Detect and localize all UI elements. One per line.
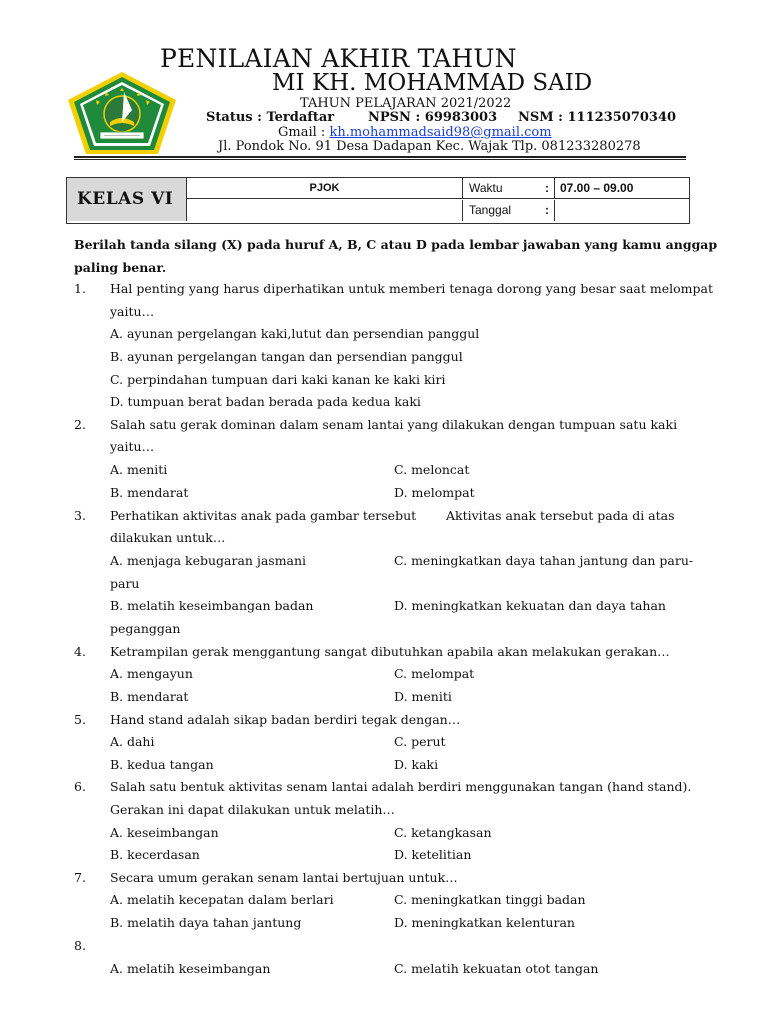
answer-option: C. melompat	[394, 666, 475, 681]
answer-option: A. melatih keseimbangan	[110, 961, 271, 976]
school-email-line	[278, 125, 552, 140]
question-number: 3.	[74, 508, 86, 523]
answer-option: D. meningkatkan kelenturan	[394, 915, 575, 930]
question-number: 2.	[74, 417, 86, 432]
question-text: Salah satu gerak dominan dalam senam lantai yang dilakukan dengan tumpuan satu kaki	[110, 417, 678, 432]
answer-option: C. perut	[394, 734, 446, 749]
answer-option: A. mengayun	[110, 666, 193, 681]
time-label: Waktu	[469, 181, 503, 195]
question-text: Gerakan ini dapat dilakukan untuk melatih…	[110, 802, 395, 817]
answer-option: B. kecerdasan	[110, 847, 200, 862]
answer-option: B. ayunan pergelangan tangan dan persendian panggul	[110, 349, 463, 364]
question-text: Secara umum gerakan senam lantai bertujuan untuk…	[110, 870, 458, 885]
class-cell	[67, 178, 187, 221]
answer-option: D. melompat	[394, 485, 475, 500]
instruction-line-1: Berilah tanda silang (X) pada huruf A, B, C atau D pada lembar jawaban yang kamu anggap	[74, 237, 718, 252]
school-nsm: NSM : 111235070340	[518, 110, 677, 125]
email-link[interactable]: kh.mohammadsaid98@gmail.com	[329, 125, 552, 140]
question-text: Hand stand adalah sikap badan berdiri tegak dengan…	[110, 712, 461, 727]
class-label: KELAS VI	[77, 189, 174, 209]
answer-option: A. ayunan pergelangan kaki,lutut dan persendian panggul	[110, 326, 480, 341]
school-logo	[66, 70, 178, 156]
question-number: 1.	[74, 281, 86, 296]
answer-option: B. mendarat	[110, 485, 189, 500]
date-label-cell	[463, 200, 555, 221]
exam-info-table	[66, 177, 690, 224]
time-label-cell	[463, 178, 555, 199]
question-text: Hal penting yang harus diperhatikan untuk memberi tenaga dorong yang besar saat melompat	[110, 281, 713, 296]
question-text: dilakukan untuk…	[110, 530, 226, 545]
answer-option: A. meniti	[110, 462, 168, 477]
date-colon: :	[545, 203, 549, 217]
answer-option: D. ketelitian	[394, 847, 472, 862]
subject-label: PJOK	[309, 182, 340, 194]
answer-option: B. melatih keseimbangan badan	[110, 598, 314, 613]
question-text: Aktivitas anak tersebut pada di atas	[446, 508, 675, 523]
header-rule-thick	[74, 156, 686, 158]
answer-option: C. meningkatkan daya tahan jantung dan paru-	[394, 553, 694, 568]
answer-option: D. meningkatkan kekuatan dan daya tahan	[394, 598, 666, 613]
answer-option: C. melatih kekuatan otot tangan	[394, 961, 599, 976]
time-value-cell	[555, 178, 689, 199]
question-number: 6.	[74, 779, 86, 794]
answer-option: A. keseimbangan	[110, 825, 219, 840]
header-rule-thin	[74, 159, 686, 160]
answer-option: A. menjaga kebugaran jasmani	[110, 553, 307, 568]
date-value-cell	[555, 200, 689, 221]
question-number: 4.	[74, 644, 86, 659]
answer-option: B. mendarat	[110, 689, 189, 704]
question-text: Salah satu bentuk aktivitas senam lantai adalah berdiri menggunakan tangan (hand stand).	[110, 779, 692, 794]
answer-option: C. meningkatkan tinggi badan	[394, 892, 586, 907]
time-colon: :	[545, 181, 549, 195]
answer-option: D. meniti	[394, 689, 452, 704]
answer-option: D. tumpuan berat badan berada pada kedua kaki	[110, 394, 421, 409]
instruction-line-2: paling benar.	[74, 260, 167, 275]
school-npsn: NPSN : 69983003	[368, 110, 498, 125]
time-value: 07.00 – 09.00	[560, 181, 634, 195]
answer-option-continued: peganggan	[110, 621, 181, 636]
answer-option: B. melatih daya tahan jantung	[110, 915, 302, 930]
academic-year: TAHUN PELAJARAN 2021/2022	[300, 96, 512, 111]
answer-option: D. kaki	[394, 757, 439, 772]
school-name: MI KH. MOHAMMAD SAID	[272, 70, 593, 96]
subject-cell	[187, 178, 463, 199]
question-number: 7.	[74, 870, 86, 885]
answer-option: C. meloncat	[394, 462, 470, 477]
question-number: 8.	[74, 938, 86, 953]
subject-blank-cell	[187, 200, 463, 221]
question-text: yaitu…	[110, 304, 155, 319]
school-address: Jl. Pondok No. 91 Desa Dadapan Kec. Wajak Tlp. 081233280278	[218, 139, 641, 154]
answer-option: C. ketangkasan	[394, 825, 492, 840]
answer-option: A. melatih kecepatan dalam berlari	[110, 892, 334, 907]
answer-option: B. kedua tangan	[110, 757, 214, 772]
answer-option-continued: paru	[110, 576, 140, 591]
question-text: Ketrampilan gerak menggantung sangat dibutuhkan apabila akan melakukan gerakan…	[110, 644, 670, 659]
school-status: Status : Terdaftar	[206, 110, 335, 125]
exam-title: PENILAIAN AKHIR TAHUN	[160, 44, 517, 73]
question-number: 5.	[74, 712, 86, 727]
email-label: Gmail :	[278, 125, 326, 140]
question-text: yaitu…	[110, 439, 155, 454]
answer-option: A. dahi	[110, 734, 155, 749]
question-text: Perhatikan aktivitas anak pada gambar tersebut	[110, 508, 417, 523]
answer-option: C. perpindahan tumpuan dari kaki kanan ke kaki kiri	[110, 372, 446, 387]
date-label: Tanggal	[469, 203, 512, 217]
